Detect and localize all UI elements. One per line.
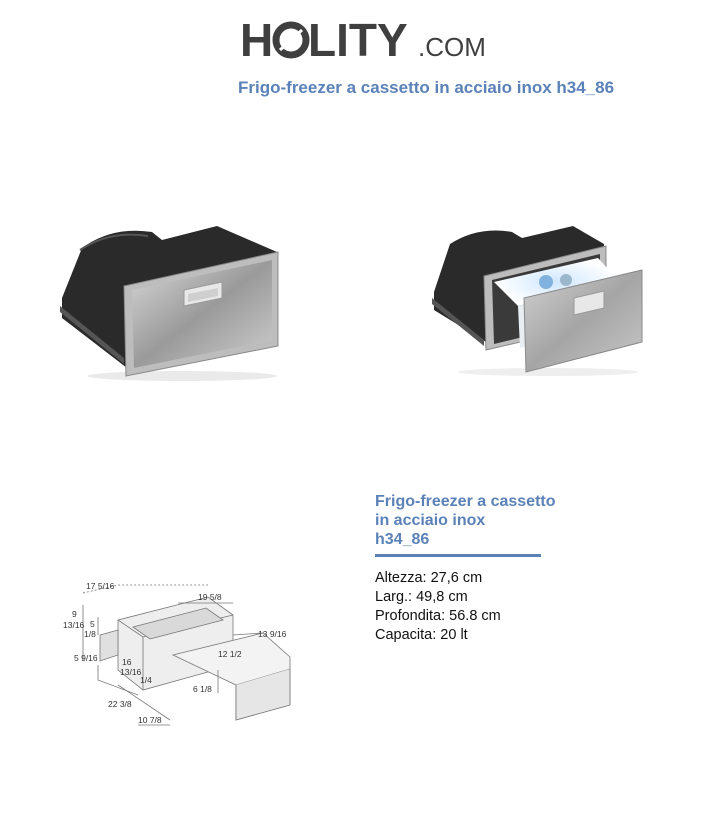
dim-label: 12 1/2 [218,649,242,659]
svg-text:LITY: LITY [308,14,408,66]
dim-label: 13/16 [120,667,142,677]
dim-label: 6 1/8 [193,684,212,694]
spec-width: Larg.: 49,8 cm [375,589,468,605]
dim-label: 13 9/16 [258,629,287,639]
dim-label: 1/4 [140,675,152,685]
dim-label: 10 7/8 [138,715,162,725]
product-title-line: in acciaio inox [375,512,486,529]
product-info [375,492,615,645]
dim-label: 1/8 [84,629,96,639]
svg-text:.COM: .COM [418,32,486,62]
product-title-line: h34_86 [375,531,430,548]
spec-depth: Profondita: 56.8 cm [375,608,501,624]
dim-label: 19 5/8 [198,592,222,602]
logo-graphic [240,14,500,66]
site-logo[interactable] [240,14,500,70]
dim-label: 17 5/16 [86,581,115,591]
product-title-line: Frigo-freezer a cassetto [375,493,556,510]
svg-text:H: H [240,14,274,66]
spec-capacity: Capacita: 20 lt [375,627,468,643]
dim-label: 22 3/8 [108,699,132,709]
title-divider [375,554,541,557]
dim-label: 5 9/16 [74,653,98,663]
product-image-open [428,222,648,377]
page-title: Frigo-freezer a cassetto in acciaio inox h34_86 [238,78,615,97]
dim-label: 5 [90,619,95,629]
spec-height: Altezza: 27,6 cm [375,570,483,586]
dim-label: 9 [72,609,77,619]
product-image-closed [52,218,282,383]
product-title [375,492,615,549]
dim-label: 13/16 [63,620,85,630]
dimension-diagram [58,575,303,730]
dim-label: 16 [122,657,132,667]
